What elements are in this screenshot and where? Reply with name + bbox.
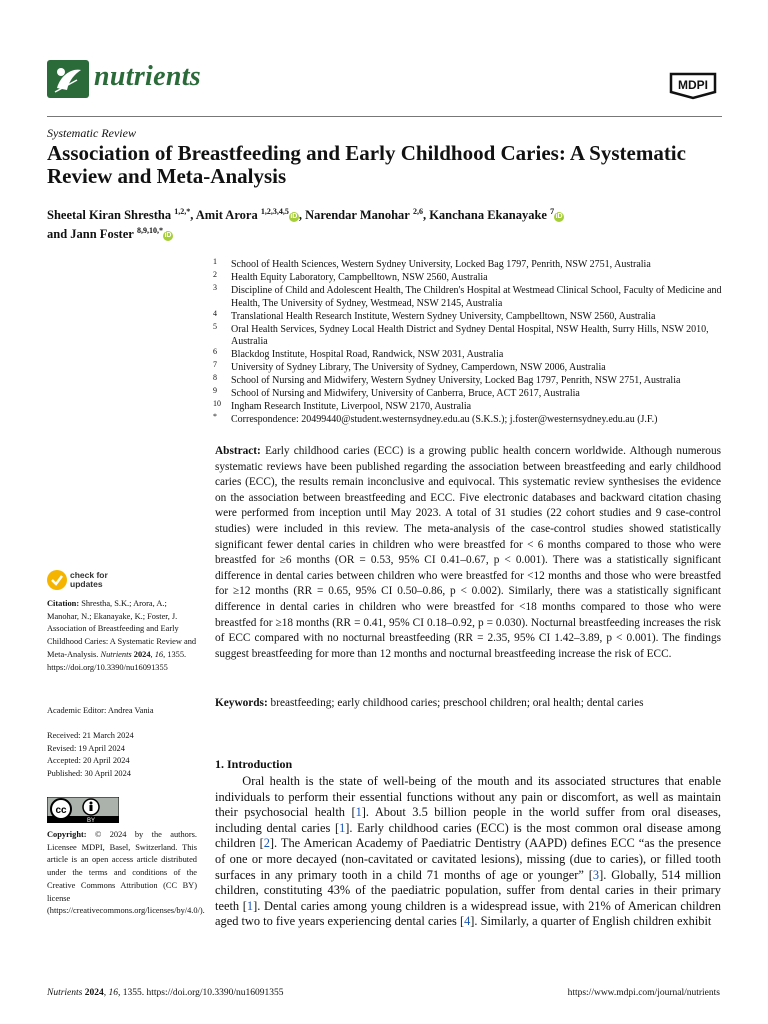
citation-label: Citation:	[47, 599, 80, 608]
affiliation-number: 5	[213, 321, 217, 331]
affiliation-text: University of Sydney Library, The University of Sydney, Camperdown, NSW 2006, Australia	[231, 362, 606, 374]
check-for-updates-button[interactable]	[47, 570, 157, 592]
affiliation-text: Health Equity Laboratory, Campbelltown, NSW 2560, Australia	[231, 271, 488, 283]
accepted-date: Accepted: 20 April 2024	[47, 756, 130, 766]
article-type: Systematic Review	[47, 126, 136, 140]
affiliation-number: 10	[213, 398, 221, 408]
citation-link[interactable]: 4	[464, 914, 471, 929]
author-affiliation-marks: 8,9,10,*	[136, 226, 163, 236]
citation-doi[interactable]: , 1355. https://doi.org/10.3390/nu16091355	[47, 649, 187, 672]
abstract-text: Early childhood caries (ECC) is a growing public health concern worldwide. Although numerous systematic reviews have been published regarding the association between breastfeeding and early childhood caries (ECC), the results remain inconclusive and equivocal. This systematic review synthesises the evidence on the association between breastfeeding and ECC. Five electronic databases and backward citation chasing were performed from inception until May 2023. A total of 31 studies (22 cohort studies and 9 case-control studies) were included in this review. The meta-analysis of the case-control studies showed statistically significant fewer dental caries in children who were breastfed for < 6 months compared to those who were breastfed for ≥6 months (OR = 0.53, 95% CI 0.41–0.67, p < 0.001). There was a statistically significant difference in dental caries between children who were breastfed for <12 months and those who were breastfed for ≥12 months (RR = 0.65, 95% CI 0.50–0.86, p < 0.002). Similarly, there was a statistically significant difference in dental caries in children who were breastfed for <18 months compared to those who were breastfed for ≥18 months (RR = 0.41, 95% CI 0.18–0.92, p = 0.030). Nocturnal breastfeeding increases the risk of ECC compared with no nocturnal breastfeeding (RR = 2.35, 95% CI 1.42–3.89, p < 0.001). The findings suggest breastfeeding for more than 12 months and nocturnal breastfeeding increase the risk of ECC.	[215, 445, 721, 660]
affiliation-item	[213, 398, 733, 414]
affiliation-number: 4	[213, 308, 217, 318]
author-affiliation-marks: 2,6	[412, 207, 423, 216]
mdpi-logo	[667, 70, 719, 100]
citation-link[interactable]: 3	[592, 867, 600, 882]
svg-text:cc: cc	[55, 805, 67, 816]
orcid-icon[interactable]: iD	[290, 213, 298, 221]
affiliation-number: 6	[213, 347, 217, 357]
affiliation-item	[213, 321, 733, 350]
cc-label: BY	[86, 818, 96, 823]
check-updates-label: check for	[70, 570, 108, 580]
author-affiliation-marks: 1,2,*	[174, 207, 191, 216]
header-divider	[47, 116, 722, 117]
orcid-icon[interactable]: iD	[555, 213, 563, 221]
section-heading-introduction: 1. Introduction	[215, 757, 293, 771]
affiliation-item	[213, 282, 733, 311]
check-updates-label: updates	[70, 579, 103, 589]
author-affiliation-marks: 1,2,3,4,5	[260, 207, 289, 216]
copyright-block	[47, 829, 205, 918]
author[interactable]: Sheetal Kiran Shrestha	[47, 208, 172, 223]
affiliation-list	[213, 259, 733, 427]
journal-logo-icon	[47, 60, 89, 98]
affiliation-item	[213, 362, 733, 375]
affiliation-number: 2	[213, 269, 217, 279]
affiliation-number: 3	[213, 282, 217, 292]
citation-link[interactable]: 1	[246, 898, 254, 913]
affiliation-text: Ingham Research Institute, Liverpool, NSW 2170, Australia	[231, 400, 472, 412]
cc-by-license-icon[interactable]	[47, 797, 119, 823]
citation-text: Shrestha, S.K.; Arora, A.; Manohar, N.; Ekanayake, K.; Foster, J. Association of Breastfeeding and Early Childhood Caries: A Systematic Review and Meta-Analysis.	[47, 599, 197, 659]
publication-dates	[47, 730, 197, 781]
keywords	[215, 696, 721, 711]
affiliation-number: 7	[213, 360, 217, 370]
abstract-label: Abstract:	[215, 445, 261, 457]
academic-editor: Academic Editor: Andrea Vania	[47, 706, 154, 715]
keywords-label: Keywords:	[215, 697, 268, 709]
published-date: Published: 30 April 2024	[47, 769, 131, 779]
affiliation-text: Discipline of Child and Adolescent Health, The Children's Hospital at Westmead Clinical School, Faculty of Medicine and Health, The University of Sydney, Westmead, NSW 2145, Australia	[231, 284, 722, 309]
footer-citation: Nutrients 2024, 16, 1355. https://doi.org/10.3390/nu16091355	[47, 988, 284, 998]
footer-journal-url[interactable]: https://www.mdpi.com/journal/nutrients	[567, 988, 720, 998]
citation-link[interactable]: 2	[263, 836, 270, 851]
affiliation-text: Oral Health Services, Sydney Local Health District and Sydney Dental Hospital, NSW Health, Surry Hills, NSW 2010, Australia	[231, 323, 709, 348]
citation-volume: 16	[154, 649, 164, 659]
author-list: Sheetal Kiran Shrestha $^{1,2,*}$, Amit Arora $^{1,2,3,4,5}$iD , Narendar Manohar $^{2,6}$, Kanchana Ekanayake $^7$iD and Jann Foster $^{8,9,10,*}$iD	[47, 207, 563, 242]
keywords-text: breastfeeding; early childhood caries; preschool children; oral health; dental caries	[270, 697, 644, 709]
introduction-paragraph: Oral health is the state of well-being of the mouth and its associated structures that enable individuals to perform their essential functions without any pain or discomfort, as well as maintain their psychosocial health [1]. About 3.5 billion people in the world suffer from oral diseases, including dental caries [1]. Early childhood caries (ECC) is the most common oral disease among children [2]. The American Academy of Paediatric Dentistry (AAPD) defines ECC “as the presence of one or more decayed (non-cavitated or cavitated lesions), missing (due to caries), or filled tooth surfaces in any primary tooth in a child 71 months of age or younger” [3]. Globally, 514 million children, constituting 43% of the paediatric population, suffer from dental caries in their primary teeth [1]. Dental caries among young children is a widespread issue, with 21% of American children aged two to five years experiencing dental caries [4]. Similarly, a quarter of English children exhibit	[215, 774, 721, 929]
copyright-label: Copyright:	[47, 830, 87, 839]
copyright-text: © 2024 by the authors. Licensee MDPI, Basel, Switzerland. This article is an open access article distributed under the terms and conditions of the Creative Commons Attribution (CC BY) license (https://creativecommons.org/licenses/by/4.0/).	[47, 830, 205, 916]
affiliation-number: 9	[213, 386, 217, 396]
correspondence-item[interactable]	[213, 411, 733, 427]
revised-date: Revised: 19 April 2024	[47, 743, 125, 753]
journal-name: nutrients	[94, 61, 201, 92]
author[interactable]: Kanchana Ekanayake	[429, 208, 547, 223]
affiliation-item	[213, 259, 733, 272]
citation-link[interactable]: 1	[339, 820, 346, 835]
author[interactable]: Amit Arora	[195, 208, 258, 223]
citation-journal: Nutrients	[100, 649, 132, 659]
affiliation-text: Blackdog Institute, Hospital Road, Randwick, NSW 2031, Australia	[231, 349, 504, 361]
affiliation-number: 1	[213, 257, 217, 266]
affiliation-text: School of Nursing and Midwifery, Western Sydney University, Locked Bag 1797, Penrith, NSW 2751, Australia	[231, 375, 681, 387]
affiliation-number: 8	[213, 373, 217, 383]
affiliation-item	[213, 308, 733, 324]
article-title: Association of Breastfeeding and Early Childhood Caries: A Systematic Review and Meta-Analysis	[47, 141, 686, 188]
abstract	[215, 444, 721, 662]
author-affiliation-marks: 7	[550, 207, 555, 216]
author[interactable]: Narendar Manohar	[305, 208, 410, 223]
orcid-icon[interactable]: iD	[164, 232, 172, 240]
footer-doi-link[interactable]: , 1355. https://doi.org/10.3390/nu16091355	[118, 988, 284, 998]
citation-link[interactable]: 1	[355, 805, 362, 820]
publisher-name: MDPI	[678, 78, 708, 92]
citation-year: 2024	[133, 649, 151, 659]
check-updates-icon	[47, 570, 67, 590]
affiliation-item	[213, 349, 733, 362]
affiliation-text: Translational Health Research Institute, Western Sydney University, Campbelltown, NSW 2560, Australia	[231, 310, 656, 322]
citation-block: Citation: Shrestha, S.K.; Arora, A.; Manohar, N.; Ekanayake, K.; Foster, J. Association of Breastfeeding and Early Childhood Caries: A Systematic Review and Meta-Analysis. Nutrients 2024, 16, 1355. https://doi.org/10.3390/nu16091355	[47, 599, 197, 672]
author[interactable]: Jann Foster	[70, 227, 134, 242]
affiliation-text: School of Nursing and Midwifery, University of Canberra, Bruce, ACT 2617, Australia	[231, 388, 580, 400]
correspondence-text: Correspondence: 20499440@student.westernsydney.edu.au (S.K.S.); j.foster@westernsydney.edu.au (J.F.)	[231, 413, 658, 425]
affiliation-number: *	[213, 411, 217, 421]
affiliation-item	[213, 269, 733, 285]
affiliation-item	[213, 375, 733, 388]
affiliation-text: School of Health Sciences, Western Sydney University, Locked Bag 1797, Penrith, NSW 2751, Australia	[231, 259, 651, 270]
affiliation-item	[213, 388, 733, 401]
received-date: Received: 21 March 2024	[47, 731, 134, 740]
